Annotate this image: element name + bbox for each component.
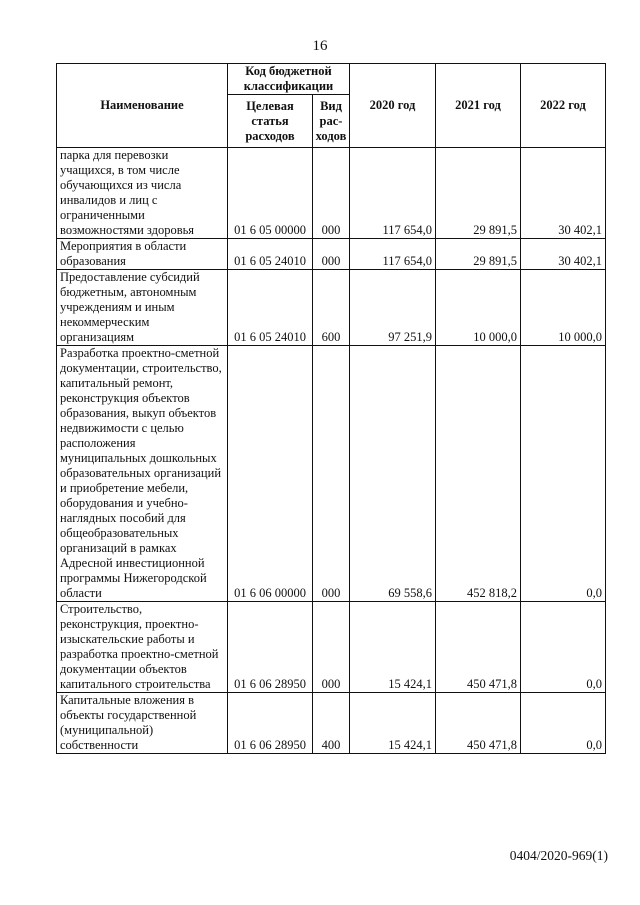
table-row — [57, 602, 606, 693]
row-value-2021: 452 818,2 — [436, 346, 521, 602]
row-value-2020: 97 251,9 — [350, 270, 436, 346]
row-value-2021: 10 000,0 — [436, 270, 521, 346]
row-code: 01 6 06 28950 — [228, 693, 313, 754]
row-value-2022: 0,0 — [521, 602, 606, 693]
row-value-2020: 69 558,6 — [350, 346, 436, 602]
row-name: Мероприятия в области образования — [57, 239, 228, 270]
row-value-2021: 29 891,5 — [436, 148, 521, 239]
header-name: Наименование — [57, 64, 228, 148]
row-code: 01 6 05 24010 — [228, 239, 313, 270]
table-row — [57, 693, 606, 754]
row-kind: 600 — [313, 270, 350, 346]
row-value-2021: 29 891,5 — [436, 239, 521, 270]
header-year-2021: 2021 год — [436, 64, 521, 148]
budget-table — [56, 63, 606, 754]
table-row — [57, 148, 606, 239]
row-value-2022: 10 000,0 — [521, 270, 606, 346]
row-code: 01 6 05 00000 — [228, 148, 313, 239]
header-expense-type: Вид рас-ходов — [313, 95, 350, 148]
row-value-2022: 0,0 — [521, 346, 606, 602]
row-code: 01 6 05 24010 — [228, 270, 313, 346]
row-kind: 000 — [313, 239, 350, 270]
row-code: 01 6 06 00000 — [228, 346, 313, 602]
row-value-2022: 30 402,1 — [521, 148, 606, 239]
row-value-2020: 15 424,1 — [350, 602, 436, 693]
header-year-2022: 2022 год — [521, 64, 606, 148]
row-value-2020: 15 424,1 — [350, 693, 436, 754]
row-value-2020: 117 654,0 — [350, 148, 436, 239]
row-name: Капитальные вложения в объекты государственной (муниципальной) собственности — [57, 693, 228, 754]
row-value-2022: 0,0 — [521, 693, 606, 754]
row-kind: 000 — [313, 148, 350, 239]
row-name: Строительство, реконструкция, проектно-изыскательские работы и разработка проектно-сметной документации объектов капитального строительства — [57, 602, 228, 693]
row-kind: 000 — [313, 346, 350, 602]
document-code: 0404/2020-969(1) — [509, 848, 608, 863]
row-value-2021: 450 471,8 — [436, 602, 521, 693]
table-row — [57, 239, 606, 270]
row-kind: 000 — [313, 602, 350, 693]
row-kind: 400 — [313, 693, 350, 754]
table-row — [57, 346, 606, 602]
header-budget-code: Код бюджетной классификации — [228, 64, 350, 95]
row-code: 01 6 06 28950 — [228, 602, 313, 693]
row-name: парка для перевозки учащихся, в том числе обучающихся из числа инвалидов и лиц с ограниченными возможностями здоровья — [57, 148, 228, 239]
row-name: Предоставление субсидий бюджетным, автономным учреждениям и иным некоммерческим организациям — [57, 270, 228, 346]
row-name: Разработка проектно-сметной документации, строительство, капитальный ремонт, реконструкция объектов образования, выкуп объектов недвижимости с целью расположения муниципальных дошкольных образовательных организаций и приобретение мебели, оборудования и учебно-наглядных пособий для общеобразовательных организаций в рамках Адресной инвестиционной программы Нижегородской области — [57, 346, 228, 602]
header-year-2020: 2020 год — [350, 64, 436, 148]
page-number: 16 — [312, 38, 328, 54]
row-value-2021: 450 471,8 — [436, 693, 521, 754]
row-value-2022: 30 402,1 — [521, 239, 606, 270]
row-value-2020: 117 654,0 — [350, 239, 436, 270]
header-target-article: Целевая статья расходов — [228, 95, 313, 148]
table-row — [57, 270, 606, 346]
